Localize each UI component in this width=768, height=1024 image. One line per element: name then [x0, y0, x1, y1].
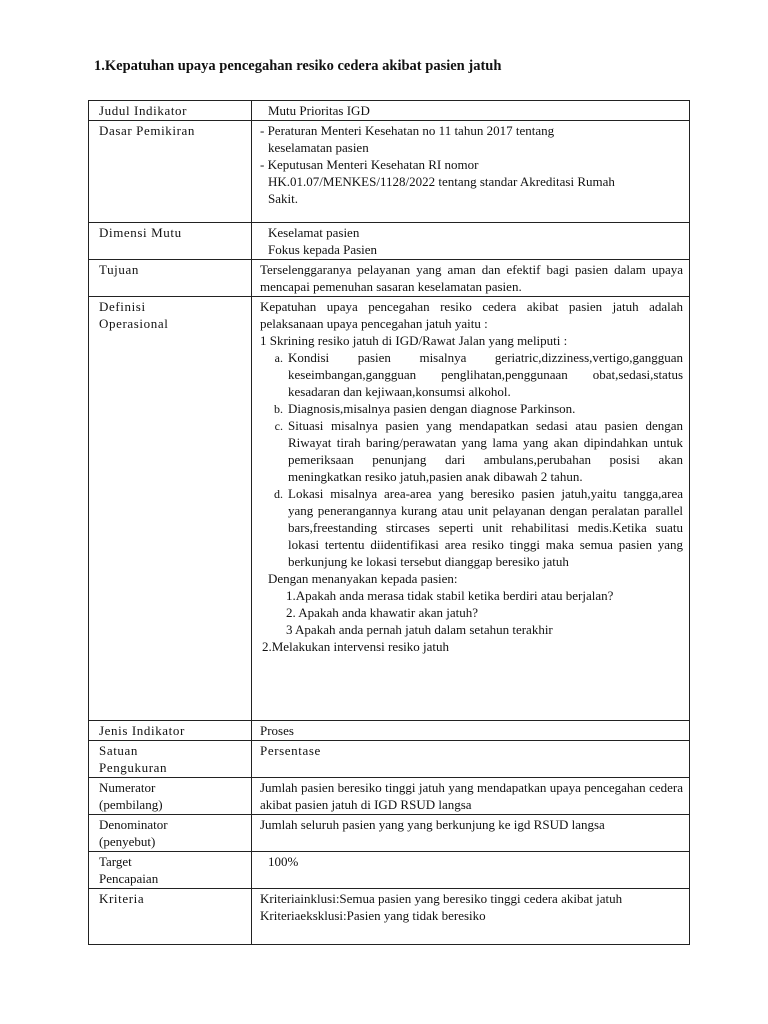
dimensi-line: Fokus kepada Pasien: [268, 242, 378, 257]
row-label: Dasar Pemikiran: [89, 121, 252, 223]
definisi-point: 1 Skrining resiko jatuh di IGD/Rawat Jalan yang meliputi :: [260, 333, 568, 348]
jenis-value: Proses: [252, 721, 690, 741]
document-title: 1.Kepatuhan upaya pencegahan resiko cedera akibat pasien jatuh: [94, 58, 502, 74]
list-item: b. Diagnosis,misalnya pasien dengan diagnose Parkinson.: [286, 400, 683, 417]
row-label: [89, 815, 252, 852]
judul-value: Mutu Prioritas IGD: [268, 103, 370, 118]
row-value: [252, 889, 690, 945]
denominator-value: Jumlah seluruh pasien yang yang berkunjung ke igd RSUD langsa: [252, 815, 690, 852]
tujuan-value: Terselenggaranya pelayanan yang aman dan efektif bagi pasien dalam upaya mencapai pemenuhan sasaran keselamatan pasien.: [252, 260, 690, 297]
row-value: [252, 297, 690, 721]
satuan-value: Persentase: [252, 741, 690, 778]
table-row: [89, 815, 690, 852]
denominator-label: Denominator: [99, 817, 168, 832]
row-label: Kriteria: [89, 889, 252, 945]
kriteria-inklusi: Kriteriainklusi:Semua pasien yang beresiko tinggi cedera akibat jatuh: [260, 891, 623, 906]
row-value: [252, 101, 690, 121]
definisi-list: [260, 349, 683, 570]
row-value: [252, 852, 690, 889]
list-item: d. Lokasi misalnya area-area yang beresiko pasien jatuh,yaitu tangga,area yang penerangannya kurang atau unit pelayanan dengan peralatan parallel bars,freestanding stircases seperti unit rehabilitasi medis.Ketika suatu lokasi tertentu diidentifikasi area resiko tinggi maka semua pasien yang berkunjung ke lokasi tersebut dianggap beresiko jatuh: [286, 485, 683, 570]
kriteria-eksklusi: Kriteriaeksklusi:Pasien yang tidak beresiko: [260, 908, 486, 923]
row-label: Tujuan: [89, 260, 252, 297]
table-row: [89, 121, 690, 223]
definisi-point: 2.Melakukan intervensi resiko jatuh: [262, 639, 450, 654]
definisi-ask: Dengan menanyakan kepada pasien:: [268, 571, 458, 586]
row-label: [89, 852, 252, 889]
row-label: [89, 297, 252, 721]
numerator-label: Numerator: [99, 780, 156, 795]
table-row: [89, 223, 690, 260]
list-item: a. Kondisi pasien misalnya geriatric,dizziness,vertigo,gangguan keseimbangan,gangguan penglihatan,penggunaan obat,sedasi,status kesadaran dan kejiwaan,konsumsi alkohol.: [286, 349, 683, 400]
list-item: c. Situasi misalnya pasien yang mendapatkan sedasi atau pasien dengan Riwayat tirah baring/perawatan yang lama yang akan dipindahkan untuk pemeriksaan penunjang dari ambulans,perubahan posisi akan meningkatkan resiko jatuh,pasien anak dibawah 2 tahun.: [286, 417, 683, 485]
table-row: [89, 260, 690, 297]
row-label: [89, 778, 252, 815]
indicator-table: [88, 100, 690, 945]
target-label: Pencapaian: [99, 871, 159, 886]
table-row: [89, 741, 690, 778]
row-label: [89, 741, 252, 778]
denominator-label: (penyebut): [99, 834, 156, 849]
numerator-value: Jumlah pasien beresiko tinggi jatuh yang mendapatkan upaya pencegahan cedera akibat pasien jatuh di IGD RSUD langsa: [252, 778, 690, 815]
target-label: Target: [99, 854, 132, 869]
row-label: Jenis Indikator: [89, 721, 252, 741]
dimensi-line: Keselamat pasien: [268, 225, 360, 240]
question: 3 Apakah anda pernah jatuh dalam setahun terakhir: [286, 622, 553, 637]
table-row: [89, 721, 690, 741]
row-value: [252, 121, 690, 223]
numerator-label: (pembilang): [99, 797, 163, 812]
table-row: [89, 889, 690, 945]
table-row: [89, 297, 690, 721]
definisi-label: Operasional: [99, 316, 169, 331]
definisi-intro: Kepatuhan upaya pencegahan resiko cedera akibat pasien jatuh adalah pelaksanaan upaya pencegahan jatuh yaitu :: [260, 299, 683, 331]
row-label: Dimensi Mutu: [89, 223, 252, 260]
dasar-line: - Keputusan Menteri Kesehatan RI nomor: [260, 157, 479, 172]
row-label: Judul Indikator: [89, 101, 252, 121]
satuan-label: Pengukuran: [99, 760, 168, 775]
dasar-line: - Peraturan Menteri Kesehatan no 11 tahun 2017 tentang: [260, 123, 555, 138]
table-row: [89, 101, 690, 121]
definisi-label: Definisi: [99, 299, 146, 314]
table-row: [89, 852, 690, 889]
target-value: 100%: [268, 854, 299, 869]
dasar-line: keselamatan pasien: [268, 140, 369, 155]
question: 1.Apakah anda merasa tidak stabil ketika berdiri atau berjalan?: [286, 588, 614, 603]
dasar-line: HK.01.07/MENKES/1128/2022 tentang standar Akreditasi Rumah: [268, 174, 615, 189]
question: 2. Apakah anda khawatir akan jatuh?: [286, 605, 479, 620]
satuan-label: Satuan: [99, 743, 138, 758]
table-row: [89, 778, 690, 815]
row-value: [252, 223, 690, 260]
dasar-line: Sakit.: [268, 191, 298, 206]
